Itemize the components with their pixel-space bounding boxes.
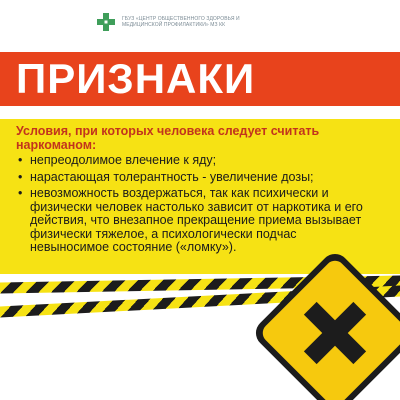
list-item: • непреодолимое влечение к яду; bbox=[30, 154, 378, 168]
list-item: • нарастающая толерантность - увеличение дозы; bbox=[30, 171, 378, 185]
organization-logo bbox=[96, 12, 242, 32]
logo-icon bbox=[96, 12, 116, 32]
page-title: ПРИЗНАКИ bbox=[16, 55, 256, 102]
organization-name: ГБУЗ «ЦЕНТР ОБЩЕСТВЕННОГО ЗДОРОВЬЯ И МЕДИЦИНСКОЙ ПРОФИЛАКТИКИ» МЗ КК bbox=[122, 16, 240, 28]
intro-text: Условия, при которых человека следует считать наркоманом: bbox=[16, 124, 320, 152]
cross-warning-sign-icon bbox=[240, 238, 400, 400]
list-item: • невозможность воздержаться, так как психически и физически человек настолько зависит от наркотика и его действия, что внезапное прекращение приема вызывает физически тяжелое, а психологически подчас невыносимое состояние («ломку»). bbox=[30, 187, 378, 255]
